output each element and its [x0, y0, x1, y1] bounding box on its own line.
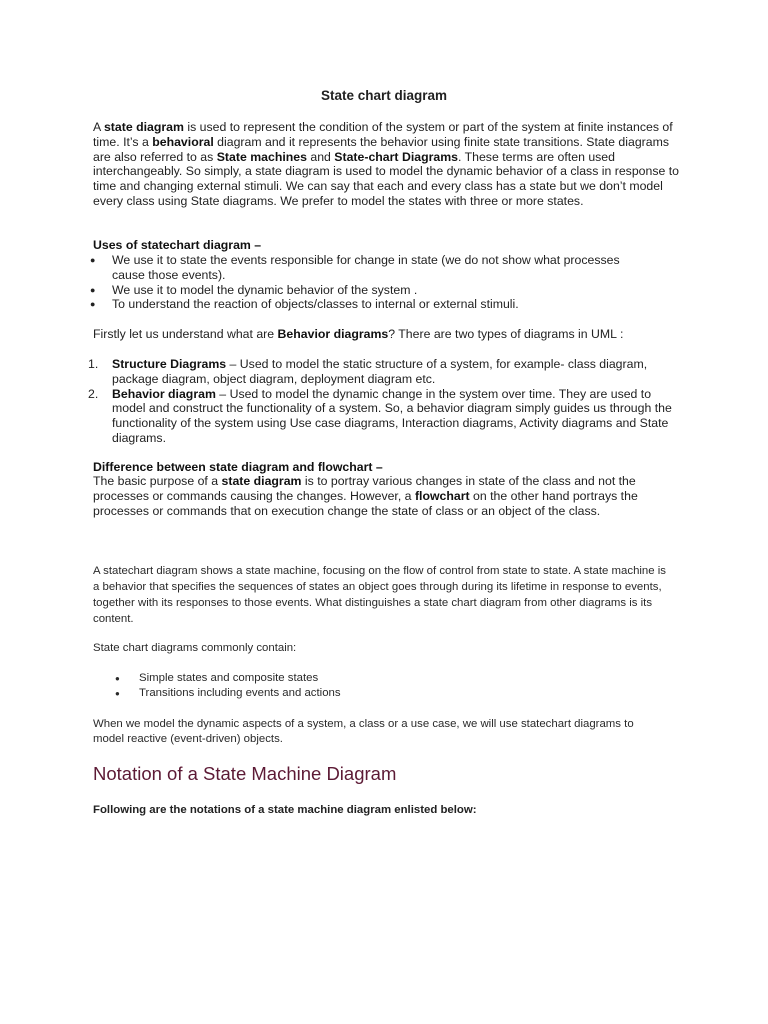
behavior-diagram-text: – Used to model the dynamic change in the system over time. They are used to model and construct the functionality of a system. So, a behavior diagram simply guides us through the functionality of the system using Use case diagrams, Interaction diagrams, Activity diagrams and State diagrams.: [112, 386, 672, 445]
intro-paragraph: [93, 120, 683, 209]
intro-text-4: and: [306, 149, 335, 164]
difference-text-2: is to portray various changes in state of the class and not the processes or commands causing the changes. However, a: [93, 474, 636, 503]
diagram-types-list: [88, 357, 672, 446]
list-number: 2.: [88, 386, 99, 401]
behavior-bold-diagrams: Behavior diagrams: [277, 327, 389, 341]
behavior-text-2: ? There are two types of diagrams in UML :: [388, 327, 624, 341]
contain-lead: State chart diagrams commonly contain:: [93, 642, 297, 654]
contain-item-text: Transitions including events and actions: [139, 687, 341, 699]
difference-text-1: The basic purpose of a: [93, 474, 222, 488]
contain-item-text: Simple states and composite states: [139, 672, 319, 684]
intro-text-2: is used to represent the condition of the system or part of the system at finite instances of time. It’s a: [93, 120, 673, 149]
uses-item-text: To understand the reaction of objects/classes to internal or external stimuli.: [112, 297, 519, 312]
difference-heading: Difference between state diagram and flowchart –: [93, 460, 383, 474]
uses-heading: Uses of statechart diagram –: [93, 238, 262, 252]
list-item: [115, 686, 639, 701]
intro-bold-state-diagram: state diagram: [103, 120, 184, 134]
intro-bold-state-machines: State machines: [216, 149, 307, 164]
behavior-text-1: Firstly let us understand what are: [93, 327, 278, 341]
list-number: 1.: [88, 357, 99, 371]
intro-bold-state-chart-diagrams: State-chart Diagrams: [334, 149, 458, 164]
list-item: [88, 357, 672, 387]
notation-heading: Notation of a State Machine Diagram: [93, 763, 397, 784]
list-item: [115, 671, 639, 686]
contain-list: [115, 671, 639, 701]
intro-text-5: . These terms are often used interchangeably. So simply, a state diagram is used to model the dynamic behavior of a class in response to time and changing external stimuli. We can say that each and every class has a state but we don’t model every class using State diagrams. We prefer to model the states with three or more states.: [93, 149, 680, 208]
bullet-icon: ●: [90, 255, 96, 265]
model-paragraph: When we model the dynamic aspects of a system, a class or a use case, we will use statechart diagrams to model reactive (event-driven) objects.: [93, 718, 634, 745]
structure-diagrams-text: – Used to model the static structure of a system, for example- class diagram, package diagram, object diagram, deployment diagram etc.: [112, 357, 648, 386]
list-item: [90, 282, 632, 298]
bullet-icon: ●: [90, 299, 96, 310]
difference-text-3: on the other hand portrays the processes or commands that on execution change the state of class or an object of the class.: [93, 488, 638, 518]
behavior-diagram-label: Behavior diagram: [112, 386, 216, 401]
difference-bold-state-diagram: state diagram: [221, 474, 302, 488]
uses-item-text: We use it to model the dynamic behavior of the system .: [112, 282, 418, 297]
list-item: [90, 253, 632, 283]
statechart-paragraph: A statechart diagram shows a state machine, focusing on the flow of control from state to state. A state machine is a behavior that specifies the sequences of states an object goes through during its lifetime in response to events, together with its responses to those events. What distinguishes a state chart diagram from other diagrams is its content.: [93, 565, 666, 625]
intro-bold-behavioral: behavioral: [152, 134, 214, 149]
behavior-intro-paragraph: [93, 327, 663, 342]
bullet-icon: ●: [115, 674, 120, 683]
difference-paragraph: [93, 474, 681, 518]
intro-text-1: A: [93, 120, 104, 134]
difference-bold-flowchart: flowchart: [414, 488, 470, 503]
notation-subheading: Following are the notations of a state machine diagram enlisted below:: [93, 804, 477, 816]
list-item: [90, 297, 632, 312]
uses-list: [90, 253, 632, 312]
bullet-icon: ●: [115, 689, 120, 698]
page-title: State chart diagram: [320, 88, 448, 103]
bullet-icon: ●: [90, 284, 96, 295]
list-item: [88, 386, 672, 446]
structure-diagrams-label: Structure Diagrams: [112, 357, 227, 371]
intro-text-3: diagram and it represents the behavior using finite state transitions. State diagrams are also referred to as: [93, 134, 669, 164]
uses-item-text: We use it to state the events responsible for change in state (we do not show what processes cause those events).: [112, 253, 620, 282]
